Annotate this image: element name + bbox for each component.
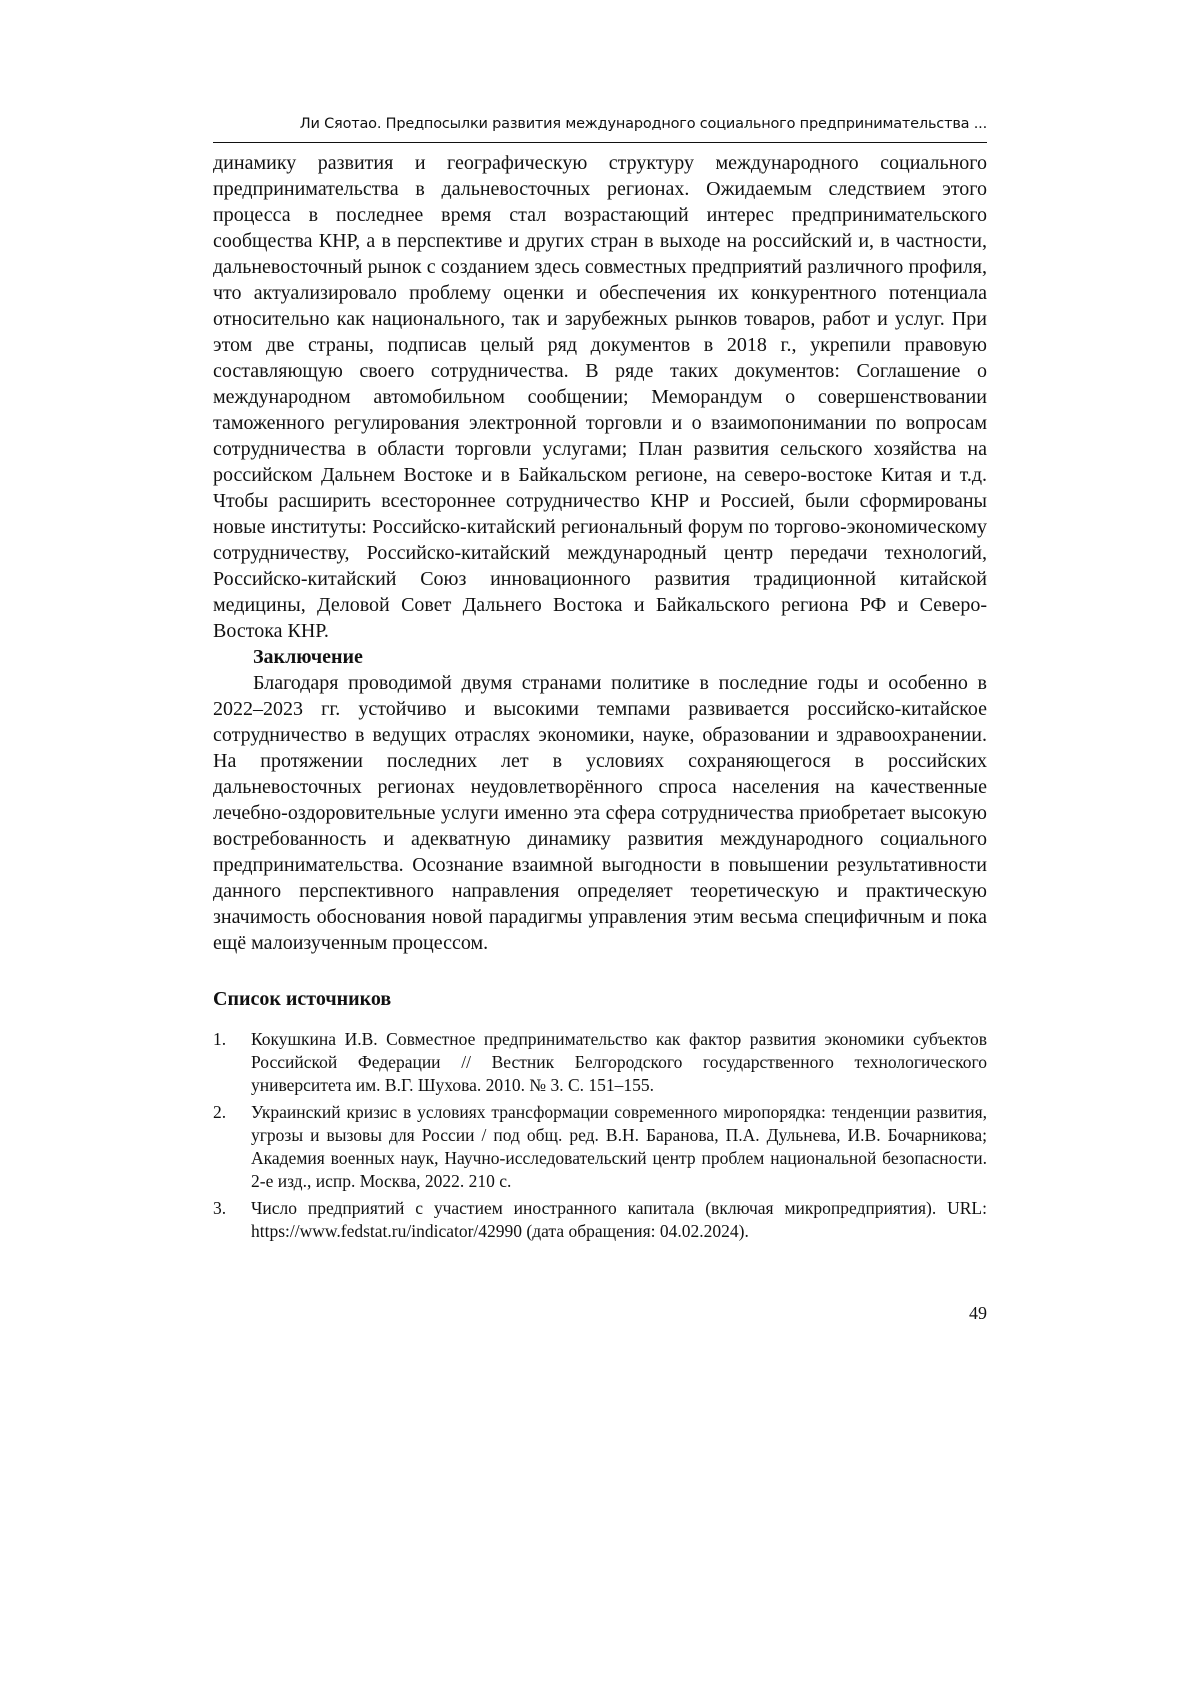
body-paragraph: динамику развития и географическую структуру международного социального предпринимательства в дальневосточных регионах. Ожидаемым следствием этого процесса в последнее время стал возрастающий интерес предпринимательского сообщества КНР, а в перспективе и других стран в выходе на российский и, в частности, дальневосточный рынок с созданием здесь совместных предприятий различного профиля, что актуализировало проблему оценки и обеспечения их конкурентного потенциала относительно как национального, так и зарубежных рынков товаров, работ и услуг. При этом две страны, подписав целый ряд документов в 2018 г., укрепили правовую составляющую своего сотрудничества. В ряде таких документов: Соглашение о международном автомобильном сообщении; Меморандум о совершенствовании таможенного регулирования электронной торговли и о взаимопонимании по вопросам сотрудничества в области торговли услугами; План развития сельского хозяйства на российском Дальнем Востоке и в Байкальском регионе, на северо-востоке Китая и т.д. Чтобы расширить всестороннее сотрудничество КНР и Россией, были сформированы новые институты: Российско-китайский региональный форум по торгово-экономическому сотрудничеству, Российско-китайский международный центр передачи технологий, Российско-китайский Союз инновационного развития традиционной китайской медицины, Деловой Совет Дальнего Востока и Байкальского региона РФ и Северо-Востока КНР. [213, 152, 987, 642]
conclusion-heading: Заключение [253, 646, 363, 668]
reference-number: 1. [213, 1029, 227, 1049]
header-divider [213, 142, 987, 143]
reference-number: 2. [213, 1102, 227, 1122]
reference-item [213, 1197, 987, 1243]
reference-item [213, 1101, 987, 1193]
conclusion-paragraph: Благодаря проводимой двумя странами политике в последние годы и особенно в 2022–2023 гг. устойчиво и высокими темпами развивается российско-китайское сотрудничество в ведущих отраслях экономики, науке, образовании и здравоохранении. На протяжении последних лет в условиях сохраняющегося в российских дальневосточных регионах неудовлетворённого спроса населения на качественные лечебно-оздоровительные услуги именно эта сфера сотрудничества приобретает высокую востребованность и адекватную динамику развития международного социального предпринимательства. Осознание взаимной выгодности в повышении результативности данного перспективного направления определяет теоретическую и практическую значимость обоснования новой парадигмы управления этим весьма специфичным и пока ещё малоизученным процессом. [213, 672, 987, 954]
reference-text: Кокушкина И.В. Совместное предпринимательство как фактор развития экономики субъектов Российской Федерации // Вестник Белгородского государственного технологического университета им. В.Г. Шухова. 2010. № 3. С. 151–155. [251, 1029, 987, 1095]
reference-text: Украинский кризис в условиях трансформации современного миропорядка: тенденции развития, угрозы и вызовы для России / под общ. ред. В.Н. Баранова, П.А. Дульнева, И.В. Бочарникова; Академия военных наук, Научно-исследовательский центр проблем национальной безопасности. 2-е изд., испр. Москва, 2022. 210 с. [251, 1102, 987, 1191]
reference-number: 3. [213, 1198, 227, 1218]
reference-text: Число предприятий с участием иностранного капитала (включая микропредприятия). URL: https://www.fedstat.ru/indicator/42990 (дата обращения: 04.02.2024). [251, 1198, 987, 1241]
references-heading: Список источников [213, 988, 392, 1010]
page-number: 49 [969, 1303, 987, 1323]
reference-item [213, 1028, 987, 1097]
references-list [213, 1028, 987, 1243]
article-body [213, 150, 987, 1247]
running-header: Ли Сяотао. Предпосылки развития международного социального предпринимательства ... [299, 116, 987, 132]
